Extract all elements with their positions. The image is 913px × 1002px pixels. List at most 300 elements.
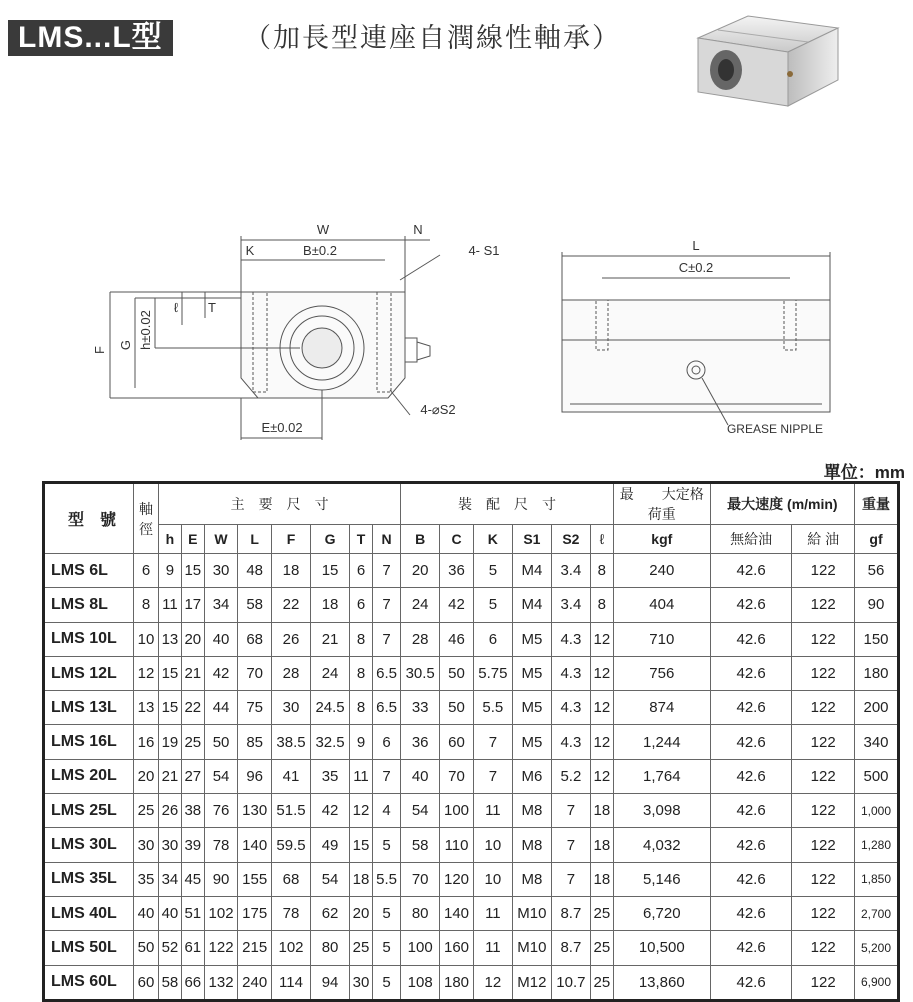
model-cell: LMS 12L bbox=[44, 656, 134, 690]
table-cell: 4 bbox=[372, 794, 400, 828]
table-cell: 2,700 bbox=[855, 896, 899, 930]
table-cell: 78 bbox=[272, 896, 311, 930]
model-cell: LMS 10L bbox=[44, 622, 134, 656]
table-cell: 5.2 bbox=[551, 759, 590, 793]
table-cell: 102 bbox=[272, 931, 311, 965]
table-cell: 42.6 bbox=[710, 828, 792, 862]
table-cell: 50 bbox=[440, 656, 474, 690]
dim-S2: 4-⌀S2 bbox=[420, 402, 456, 417]
table-cell: 6.5 bbox=[372, 656, 400, 690]
table-cell: 42 bbox=[440, 588, 474, 622]
table-cell: 8 bbox=[350, 622, 373, 656]
col-S1: S1 bbox=[512, 525, 551, 554]
table-cell: 85 bbox=[238, 725, 272, 759]
table-cell: 13 bbox=[159, 622, 182, 656]
table-cell: 12 bbox=[590, 759, 613, 793]
table-cell: 6.5 bbox=[372, 691, 400, 725]
col-K: K bbox=[473, 525, 512, 554]
table-cell: 1,764 bbox=[613, 759, 710, 793]
table-cell: 40 bbox=[134, 896, 159, 930]
table-cell: 26 bbox=[159, 794, 182, 828]
model-cell: LMS 8L bbox=[44, 588, 134, 622]
table-cell: 160 bbox=[440, 931, 474, 965]
table-row bbox=[44, 794, 899, 828]
table-cell: 110 bbox=[440, 828, 474, 862]
table-cell: 18 bbox=[350, 862, 373, 896]
table-cell: 5 bbox=[473, 554, 512, 588]
table-cell: 122 bbox=[792, 862, 855, 896]
table-cell: 114 bbox=[272, 965, 311, 1000]
table-cell: 68 bbox=[238, 622, 272, 656]
table-cell: 4.3 bbox=[551, 725, 590, 759]
table-cell: M5 bbox=[512, 725, 551, 759]
table-cell: 130 bbox=[238, 794, 272, 828]
dim-K: K bbox=[245, 243, 255, 258]
table-cell: 140 bbox=[440, 896, 474, 930]
table-cell: 15 bbox=[159, 656, 182, 690]
table-cell: 8.7 bbox=[551, 931, 590, 965]
table-cell: 200 bbox=[855, 691, 899, 725]
model-cell: LMS 35L bbox=[44, 862, 134, 896]
col-F: F bbox=[272, 525, 311, 554]
table-cell: 5 bbox=[372, 965, 400, 1000]
table-cell: M5 bbox=[512, 656, 551, 690]
table-cell: 100 bbox=[440, 794, 474, 828]
table-cell: 6 bbox=[134, 554, 159, 588]
table-cell: 12 bbox=[134, 656, 159, 690]
table-cell: 10 bbox=[134, 622, 159, 656]
table-cell: 8 bbox=[590, 554, 613, 588]
table-cell: 16 bbox=[134, 725, 159, 759]
table-cell: 18 bbox=[272, 554, 311, 588]
table-cell: 51 bbox=[181, 896, 204, 930]
table-cell: 70 bbox=[401, 862, 440, 896]
table-cell: 8.7 bbox=[551, 896, 590, 930]
table-cell: 46 bbox=[440, 622, 474, 656]
header-mount-dims: 裝 配 尺 寸 bbox=[401, 483, 614, 525]
table-cell: 60 bbox=[134, 965, 159, 1000]
table-cell: 13,860 bbox=[613, 965, 710, 1000]
table-cell: 42.6 bbox=[710, 725, 792, 759]
table-cell: 22 bbox=[181, 691, 204, 725]
table-cell: 7 bbox=[372, 759, 400, 793]
table-cell: M12 bbox=[512, 965, 551, 1000]
dim-F: F bbox=[92, 346, 107, 354]
unit-label: 單位：mm bbox=[823, 463, 905, 482]
model-cell: LMS 40L bbox=[44, 896, 134, 930]
table-cell: 122 bbox=[792, 896, 855, 930]
table-cell: M8 bbox=[512, 828, 551, 862]
table-cell: 5,200 bbox=[855, 931, 899, 965]
table-cell: 54 bbox=[401, 794, 440, 828]
table-cell: 62 bbox=[311, 896, 350, 930]
table-cell: 61 bbox=[181, 931, 204, 965]
table-cell: 122 bbox=[792, 965, 855, 1000]
table-cell: 6 bbox=[473, 622, 512, 656]
table-cell: 36 bbox=[401, 725, 440, 759]
header-speed: 最大速度 (m/min) bbox=[710, 483, 854, 525]
table-cell: 122 bbox=[792, 656, 855, 690]
table-cell: 7 bbox=[551, 862, 590, 896]
table-cell: 15 bbox=[311, 554, 350, 588]
table-cell: 42 bbox=[204, 656, 238, 690]
table-cell: 3.4 bbox=[551, 554, 590, 588]
table-cell: 4,032 bbox=[613, 828, 710, 862]
table-cell: 6 bbox=[372, 725, 400, 759]
col-W: W bbox=[204, 525, 238, 554]
table-row bbox=[44, 931, 899, 965]
col-load-unit: kgf bbox=[613, 525, 710, 554]
model-cell: LMS 30L bbox=[44, 828, 134, 862]
table-cell: 50 bbox=[440, 691, 474, 725]
table-cell: 42.6 bbox=[710, 656, 792, 690]
table-row bbox=[44, 725, 899, 759]
table-cell: 12 bbox=[350, 794, 373, 828]
table-cell: 51.5 bbox=[272, 794, 311, 828]
table-cell: 404 bbox=[613, 588, 710, 622]
product-photo bbox=[688, 8, 848, 120]
table-cell: 122 bbox=[792, 725, 855, 759]
table-cell: 12 bbox=[590, 691, 613, 725]
table-cell: 59.5 bbox=[272, 828, 311, 862]
table-cell: 122 bbox=[792, 691, 855, 725]
table-cell: 18 bbox=[590, 828, 613, 862]
table-row bbox=[44, 965, 899, 1000]
table-cell: 60 bbox=[440, 725, 474, 759]
table-cell: 21 bbox=[159, 759, 182, 793]
table-cell: 122 bbox=[792, 588, 855, 622]
col-weight-unit: gf bbox=[855, 525, 899, 554]
table-row bbox=[44, 554, 899, 588]
table-cell: 58 bbox=[401, 828, 440, 862]
table-cell: 710 bbox=[613, 622, 710, 656]
table-cell: 18 bbox=[311, 588, 350, 622]
col-B: B bbox=[401, 525, 440, 554]
col-N: N bbox=[372, 525, 400, 554]
table-cell: 1,244 bbox=[613, 725, 710, 759]
table-cell: 4.3 bbox=[551, 656, 590, 690]
table-cell: 76 bbox=[204, 794, 238, 828]
table-cell: 11 bbox=[473, 931, 512, 965]
table-cell: 20 bbox=[350, 896, 373, 930]
table-cell: 54 bbox=[204, 759, 238, 793]
header-load: 最 大定格荷重 bbox=[613, 483, 710, 525]
table-cell: 240 bbox=[613, 554, 710, 588]
table-cell: 122 bbox=[792, 622, 855, 656]
table-cell: 25 bbox=[590, 965, 613, 1000]
table-cell: 12 bbox=[590, 622, 613, 656]
table-cell: 122 bbox=[792, 794, 855, 828]
table-cell: 42.6 bbox=[710, 554, 792, 588]
table-cell: 22 bbox=[272, 588, 311, 622]
table-cell: 120 bbox=[440, 862, 474, 896]
table-cell: 50 bbox=[134, 931, 159, 965]
table-cell: 5.5 bbox=[473, 691, 512, 725]
table-cell: M5 bbox=[512, 691, 551, 725]
product-title: LMS...L型 bbox=[8, 20, 173, 56]
table-cell: 756 bbox=[613, 656, 710, 690]
table-cell: 70 bbox=[238, 656, 272, 690]
table-row bbox=[44, 896, 899, 930]
table-cell: M5 bbox=[512, 622, 551, 656]
model-cell: LMS 16L bbox=[44, 725, 134, 759]
table-cell: 240 bbox=[238, 965, 272, 1000]
table-cell: 40 bbox=[159, 896, 182, 930]
table-cell: 122 bbox=[792, 828, 855, 862]
table-cell: 10.7 bbox=[551, 965, 590, 1000]
table-cell: 500 bbox=[855, 759, 899, 793]
table-cell: 25 bbox=[134, 794, 159, 828]
table-cell: 10 bbox=[473, 862, 512, 896]
table-cell: 42.6 bbox=[710, 759, 792, 793]
header-weight: 重量 bbox=[855, 483, 899, 525]
table-cell: 11 bbox=[473, 794, 512, 828]
table-cell: M4 bbox=[512, 588, 551, 622]
table-cell: 30 bbox=[350, 965, 373, 1000]
table-cell: 12 bbox=[590, 725, 613, 759]
table-cell: 90 bbox=[204, 862, 238, 896]
table-cell: 28 bbox=[272, 656, 311, 690]
table-row bbox=[44, 862, 899, 896]
table-cell: 21 bbox=[311, 622, 350, 656]
table-cell: 102 bbox=[204, 896, 238, 930]
table-cell: 28 bbox=[401, 622, 440, 656]
table-cell: 54 bbox=[311, 862, 350, 896]
table-cell: 140 bbox=[238, 828, 272, 862]
table-cell: 21 bbox=[181, 656, 204, 690]
table-cell: 7 bbox=[372, 554, 400, 588]
table-cell: 340 bbox=[855, 725, 899, 759]
table-cell: 42.6 bbox=[710, 965, 792, 1000]
col-G: G bbox=[311, 525, 350, 554]
table-cell: M4 bbox=[512, 554, 551, 588]
table-cell: 30 bbox=[272, 691, 311, 725]
table-cell: 19 bbox=[159, 725, 182, 759]
table-cell: 20 bbox=[401, 554, 440, 588]
col-h: h bbox=[159, 525, 182, 554]
table-cell: 122 bbox=[204, 931, 238, 965]
table-cell: 45 bbox=[181, 862, 204, 896]
table-cell: 42.6 bbox=[710, 862, 792, 896]
dim-L: L bbox=[692, 238, 700, 253]
table-cell: 40 bbox=[204, 622, 238, 656]
table-cell: 10 bbox=[473, 828, 512, 862]
dim-W: W bbox=[316, 222, 330, 237]
table-cell: 30 bbox=[159, 828, 182, 862]
header-main-dims: 主 要 尺 寸 bbox=[159, 483, 401, 525]
table-cell: 52 bbox=[159, 931, 182, 965]
table-cell: 122 bbox=[792, 759, 855, 793]
table-cell: 42.6 bbox=[710, 622, 792, 656]
dim-S1: 4- S1 bbox=[468, 243, 500, 258]
table-cell: 20 bbox=[134, 759, 159, 793]
header-shaft: 軸徑 bbox=[134, 483, 159, 554]
table-cell: 122 bbox=[792, 931, 855, 965]
table-cell: 66 bbox=[181, 965, 204, 1000]
table-cell: 30.5 bbox=[401, 656, 440, 690]
table-cell: 17 bbox=[181, 588, 204, 622]
table-cell: 34 bbox=[204, 588, 238, 622]
table-cell: 39 bbox=[181, 828, 204, 862]
table-cell: 96 bbox=[238, 759, 272, 793]
table-cell: 26 bbox=[272, 622, 311, 656]
dim-l: ℓ bbox=[173, 300, 179, 315]
table-cell: 180 bbox=[440, 965, 474, 1000]
table-cell: 8 bbox=[350, 691, 373, 725]
product-subtitle: （加長型連座自潤線性軸承） bbox=[244, 23, 621, 53]
table-cell: 5 bbox=[372, 896, 400, 930]
table-cell: 6,900 bbox=[855, 965, 899, 1000]
dim-G: G bbox=[118, 339, 133, 351]
table-cell: 7 bbox=[473, 725, 512, 759]
table-cell: 3.4 bbox=[551, 588, 590, 622]
model-cell: LMS 25L bbox=[44, 794, 134, 828]
table-cell: 100 bbox=[401, 931, 440, 965]
table-cell: 13 bbox=[134, 691, 159, 725]
table-cell: 1,850 bbox=[855, 862, 899, 896]
table-cell: 7 bbox=[551, 828, 590, 862]
table-cell: 8 bbox=[590, 588, 613, 622]
table-cell: 108 bbox=[401, 965, 440, 1000]
table-cell: 12 bbox=[590, 656, 613, 690]
table-row bbox=[44, 622, 899, 656]
table-cell: 5.75 bbox=[473, 656, 512, 690]
table-cell: 68 bbox=[272, 862, 311, 896]
table-cell: 7 bbox=[372, 588, 400, 622]
table-cell: 7 bbox=[551, 794, 590, 828]
table-cell: 9 bbox=[159, 554, 182, 588]
dim-E: E±0.02 bbox=[261, 420, 303, 435]
col-S2: S2 bbox=[551, 525, 590, 554]
dim-h: h±0.02 bbox=[138, 310, 153, 350]
table-cell: 1,280 bbox=[855, 828, 899, 862]
table-cell: 7 bbox=[372, 622, 400, 656]
dim-N: N bbox=[413, 222, 423, 237]
table-cell: 25 bbox=[590, 931, 613, 965]
table-cell: 122 bbox=[792, 554, 855, 588]
table-cell: 215 bbox=[238, 931, 272, 965]
table-cell: 5 bbox=[473, 588, 512, 622]
table-cell: 38.5 bbox=[272, 725, 311, 759]
table-cell: 40 bbox=[401, 759, 440, 793]
table-cell: 9 bbox=[350, 725, 373, 759]
table-cell: 6,720 bbox=[613, 896, 710, 930]
table-cell: 42 bbox=[311, 794, 350, 828]
table-cell: 132 bbox=[204, 965, 238, 1000]
dim-C: C±0.2 bbox=[678, 260, 714, 275]
table-cell: 48 bbox=[238, 554, 272, 588]
col-L: L bbox=[238, 525, 272, 554]
table-cell: 38 bbox=[181, 794, 204, 828]
table-cell: 56 bbox=[855, 554, 899, 588]
table-cell: 30 bbox=[204, 554, 238, 588]
table-cell: 41 bbox=[272, 759, 311, 793]
table-cell: 20 bbox=[181, 622, 204, 656]
table-cell: 34 bbox=[159, 862, 182, 896]
table-cell: 25 bbox=[350, 931, 373, 965]
table-cell: 11 bbox=[350, 759, 373, 793]
table-cell: 5,146 bbox=[613, 862, 710, 896]
table-cell: 75 bbox=[238, 691, 272, 725]
table-cell: 42.6 bbox=[710, 691, 792, 725]
table-cell: 24 bbox=[311, 656, 350, 690]
table-cell: 1,000 bbox=[855, 794, 899, 828]
table-cell: 5 bbox=[372, 828, 400, 862]
table-cell: 15 bbox=[181, 554, 204, 588]
table-cell: 58 bbox=[159, 965, 182, 1000]
model-cell: LMS 20L bbox=[44, 759, 134, 793]
table-cell: 180 bbox=[855, 656, 899, 690]
table-cell: 11 bbox=[159, 588, 182, 622]
dim-B: B±0.2 bbox=[303, 243, 337, 258]
table-cell: 36 bbox=[440, 554, 474, 588]
table-cell: M8 bbox=[512, 862, 551, 896]
table-cell: 42.6 bbox=[710, 588, 792, 622]
table-cell: 5 bbox=[372, 931, 400, 965]
table-cell: 150 bbox=[855, 622, 899, 656]
table-cell: 15 bbox=[350, 828, 373, 862]
model-cell: LMS 13L bbox=[44, 691, 134, 725]
table-cell: 49 bbox=[311, 828, 350, 862]
table-cell: 8 bbox=[350, 656, 373, 690]
table-cell: 175 bbox=[238, 896, 272, 930]
col-C: C bbox=[440, 525, 474, 554]
table-cell: 42.6 bbox=[710, 931, 792, 965]
table-cell: 80 bbox=[401, 896, 440, 930]
table-cell: 5.5 bbox=[372, 862, 400, 896]
table-cell: 50 bbox=[204, 725, 238, 759]
table-cell: 42.6 bbox=[710, 794, 792, 828]
table-row bbox=[44, 691, 899, 725]
spec-table bbox=[42, 481, 900, 1002]
col-E: E bbox=[181, 525, 204, 554]
table-cell: 874 bbox=[613, 691, 710, 725]
table-cell: 155 bbox=[238, 862, 272, 896]
table-cell: 4.3 bbox=[551, 622, 590, 656]
technical-drawing bbox=[0, 200, 913, 460]
model-cell: LMS 6L bbox=[44, 554, 134, 588]
table-cell: 10,500 bbox=[613, 931, 710, 965]
dim-T: T bbox=[208, 300, 216, 315]
table-cell: 35 bbox=[311, 759, 350, 793]
table-cell: 33 bbox=[401, 691, 440, 725]
table-cell: M8 bbox=[512, 794, 551, 828]
model-cell: LMS 50L bbox=[44, 931, 134, 965]
table-cell: 27 bbox=[181, 759, 204, 793]
table-cell: 25 bbox=[590, 896, 613, 930]
table-cell: 35 bbox=[134, 862, 159, 896]
table-cell: 11 bbox=[473, 896, 512, 930]
table-cell: 15 bbox=[159, 691, 182, 725]
table-cell: 80 bbox=[311, 931, 350, 965]
table-cell: 8 bbox=[134, 588, 159, 622]
table-cell: 6 bbox=[350, 588, 373, 622]
table-cell: 78 bbox=[204, 828, 238, 862]
col-T: T bbox=[350, 525, 373, 554]
table-cell: 24 bbox=[401, 588, 440, 622]
table-cell: 7 bbox=[473, 759, 512, 793]
table-row bbox=[44, 588, 899, 622]
table-cell: 6 bbox=[350, 554, 373, 588]
table-cell: 44 bbox=[204, 691, 238, 725]
grease-nipple-label: GREASE NIPPLE bbox=[726, 422, 824, 436]
table-cell: 58 bbox=[238, 588, 272, 622]
table-cell: 18 bbox=[590, 794, 613, 828]
table-cell: 32.5 bbox=[311, 725, 350, 759]
model-cell: LMS 60L bbox=[44, 965, 134, 1000]
table-cell: M6 bbox=[512, 759, 551, 793]
table-cell: M10 bbox=[512, 931, 551, 965]
